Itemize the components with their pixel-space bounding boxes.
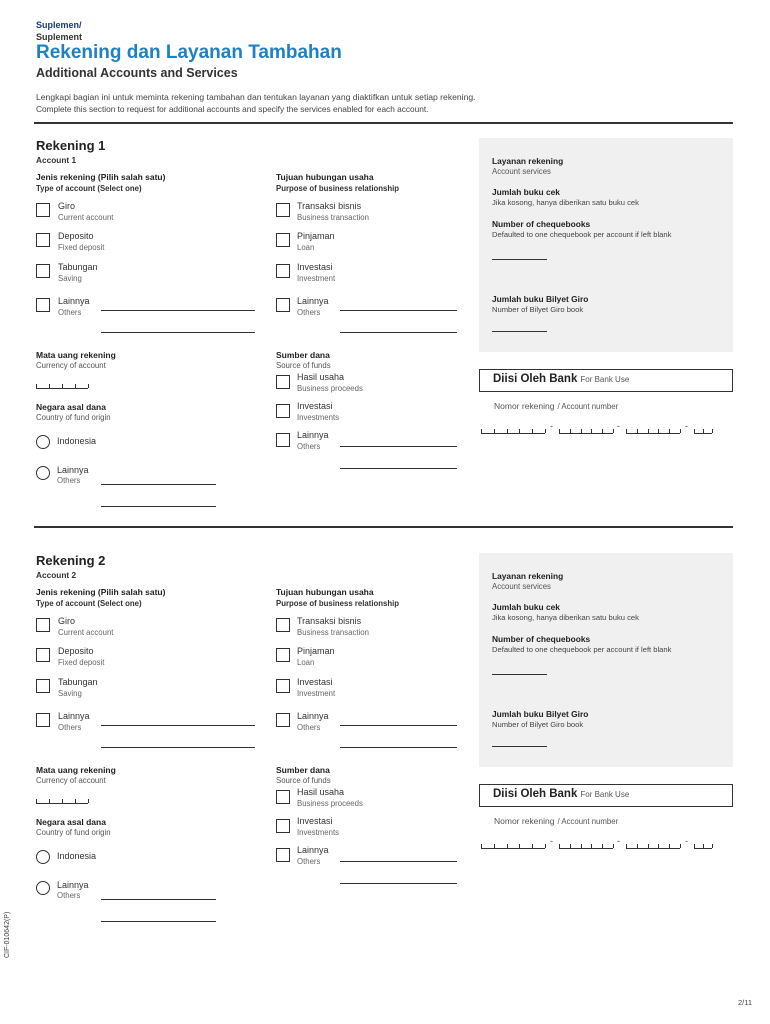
account-number-field-d-tick — [712, 844, 713, 848]
currency-label-en: Currency of account — [36, 361, 106, 370]
supplement-label: Suplemen/ — [36, 20, 82, 30]
origin-option-sublabel: Others — [57, 476, 81, 485]
account-number-field-tick — [507, 844, 508, 848]
bank-use-title-en: For Bank Use — [580, 375, 630, 384]
chequebook-note-en: Defaulted to one chequebook per account if left blank — [492, 645, 672, 654]
origin-label-en: Country of fund origin — [36, 828, 111, 837]
origin-other-line-1[interactable] — [101, 899, 216, 900]
source-checkbox-1[interactable] — [276, 790, 290, 804]
header-divider — [34, 122, 733, 124]
chequebook-note-en: Defaulted to one chequebook per account if left blank — [492, 230, 672, 239]
bank-use-title — [493, 373, 629, 385]
source-option-sublabel: Investments — [297, 828, 340, 837]
account-type-checkbox-4[interactable] — [36, 713, 50, 727]
purpose-label: Tujuan hubungan usaha — [276, 587, 374, 597]
purpose-option-label: Lainnya — [297, 296, 329, 306]
source-option-label: Investasi — [297, 816, 333, 826]
account-type-option-sublabel: Fixed deposit — [58, 658, 105, 667]
account-number-field-c-tick — [637, 844, 638, 848]
account-number-field-c-tick — [669, 844, 670, 848]
account-number-field-d-tick — [703, 844, 704, 848]
account-number-field-tick — [532, 844, 533, 848]
source-option-sublabel: Others — [297, 442, 321, 451]
account-number-label-en: / Account number — [557, 817, 619, 826]
account-number-label — [494, 816, 618, 826]
chequebook-count-field[interactable] — [492, 259, 547, 260]
account-number-dash: - — [685, 421, 688, 431]
account-number-field-c-tick — [626, 844, 627, 848]
purpose-option-label: Transaksi bisnis — [297, 616, 362, 626]
account-services-panel — [479, 138, 733, 352]
account-number-field-b-group-1[interactable] — [559, 427, 613, 434]
account-number-label-text: Nomor rekening — [494, 816, 555, 826]
source-label: Sumber dana — [276, 765, 330, 775]
page-number: 2/11 — [738, 998, 753, 1007]
account-number-label-en: / Account number — [557, 402, 619, 411]
chequebook-label-en: Number of chequebooks — [492, 219, 591, 229]
account-number-field-c-tick — [626, 429, 627, 433]
account-type-option-label: Tabungan — [58, 262, 98, 272]
purpose-checkbox-1[interactable] — [276, 203, 290, 217]
account-number-field-c-tick — [648, 429, 649, 433]
purpose-option-label: Investasi — [297, 262, 333, 272]
currency-label: Mata uang rekening — [36, 350, 116, 360]
section-divider — [34, 526, 733, 528]
source-label: Sumber dana — [276, 350, 330, 360]
account-number-field-b-tick — [591, 844, 592, 848]
account-number-field-tick — [494, 429, 495, 433]
source-option-sublabel: Business proceeds — [297, 384, 363, 393]
origin-label: Negara asal dana — [36, 402, 106, 412]
account-number-field-d-tick — [703, 429, 704, 433]
account-type-checkbox-4[interactable] — [36, 298, 50, 312]
purpose-checkbox-2[interactable] — [276, 648, 290, 662]
account-type-checkbox-1[interactable] — [36, 203, 50, 217]
page-title: Rekening dan Layanan Tambahan — [36, 42, 342, 63]
chequebook-note: Jika kosong, hanya diberikan satu buku cek — [492, 198, 639, 207]
account-number-field-b-tick — [602, 844, 603, 848]
currency-field-tick — [75, 384, 76, 388]
purpose-option-sublabel: Loan — [297, 658, 315, 667]
source-other-line-1[interactable] — [340, 446, 457, 447]
purpose-option-label: Lainnya — [297, 711, 329, 721]
account-number-field-c-tick — [637, 429, 638, 433]
giro-label-en: Number of Bilyet Giro book — [492, 305, 584, 314]
origin-option-label: Indonesia — [57, 851, 97, 861]
source-checkbox-3[interactable] — [276, 433, 290, 447]
page-title-en: Additional Accounts and Services — [36, 66, 238, 80]
account-number-field-c-tick — [658, 844, 659, 848]
purpose-option-sublabel: Investment — [297, 274, 336, 283]
giro-label: Jumlah buku Bilyet Giro — [492, 709, 589, 719]
purpose-checkbox-4[interactable] — [276, 713, 290, 727]
purpose-checkbox-1[interactable] — [276, 618, 290, 632]
source-option-label: Investasi — [297, 401, 333, 411]
source-checkbox-2[interactable] — [276, 819, 290, 833]
services-label-en: Account services — [492, 167, 551, 176]
account-type-option-sublabel: Fixed deposit — [58, 243, 105, 252]
origin-label-en: Country of fund origin — [36, 413, 111, 422]
account-section-1 — [0, 138, 770, 538]
account-type-option-label: Giro — [58, 201, 76, 211]
account-type-label: Jenis rekening (Pilih salah satu) — [36, 172, 166, 182]
account-number-field-b-tick — [591, 429, 592, 433]
account-number-field-tick — [519, 429, 520, 433]
account-services-panel — [479, 553, 733, 767]
account-type-other-line-1[interactable] — [101, 725, 255, 726]
source-checkbox-1[interactable] — [276, 375, 290, 389]
account-type-option-sublabel: Others — [58, 723, 82, 732]
account-number-field-b-tick — [581, 429, 582, 433]
intro-text: Lengkapi bagian ini untuk meminta rekening tambahan dan tentukan layanan yang diaktifkan untuk setiap rekening. — [36, 92, 476, 102]
bank-use-box — [479, 784, 733, 807]
giro-label-en: Number of Bilyet Giro book — [492, 720, 584, 729]
account-number-field-tick — [532, 429, 533, 433]
purpose-label: Tujuan hubungan usaha — [276, 172, 374, 182]
purpose-other-line-1[interactable] — [340, 725, 457, 726]
currency-field-tick — [49, 799, 50, 803]
bank-use-title-text: Diisi Oleh Bank — [493, 788, 578, 800]
account-number-dash: - — [617, 836, 620, 846]
account-type-checkbox-2[interactable] — [36, 648, 50, 662]
account-number-field-d-group-1[interactable] — [694, 427, 712, 434]
section-title: Rekening 2 — [36, 553, 106, 568]
account-number-field-d-tick — [712, 429, 713, 433]
form-code: CIF-010642(P) — [4, 911, 11, 958]
source-option-sublabel: Others — [297, 857, 321, 866]
bank-use-box — [479, 369, 733, 392]
account-number-label — [494, 401, 618, 411]
account-type-option-sublabel: Current account — [58, 628, 114, 637]
source-checkbox-2[interactable] — [276, 404, 290, 418]
currency-field-tick — [49, 384, 50, 388]
purpose-option-sublabel: Others — [297, 308, 321, 317]
currency-field-tick — [36, 384, 37, 388]
account-number-field-d-tick — [694, 429, 695, 433]
source-option-label: Lainnya — [297, 845, 329, 855]
account-number-field-b-tick — [581, 844, 582, 848]
account-type-option-label: Giro — [58, 616, 76, 626]
chequebook-note: Jika kosong, hanya diberikan satu buku cek — [492, 613, 639, 622]
account-number-field-b-tick — [570, 844, 571, 848]
purpose-label-en: Purpose of business relationship — [276, 184, 400, 193]
currency-field-tick — [62, 799, 63, 803]
account-number-field-d-group-1[interactable] — [694, 842, 712, 849]
currency-field-group-1[interactable] — [36, 382, 88, 389]
origin-radio-1[interactable] — [36, 850, 50, 864]
account-number-field-c-tick — [669, 429, 670, 433]
account-type-option-label: Lainnya — [58, 296, 90, 306]
account-type-label-en: Type of account (Select one) — [36, 184, 142, 193]
currency-field-tick — [88, 799, 89, 803]
account-number-field-b-tick — [559, 429, 560, 433]
account-number-dash: - — [550, 836, 553, 846]
purpose-option-sublabel: Others — [297, 723, 321, 732]
chequebook-label-en: Number of chequebooks — [492, 634, 591, 644]
chequebook-count-field[interactable] — [492, 674, 547, 675]
account-number-field-b-tick — [559, 844, 560, 848]
section-subtitle: Account 2 — [36, 570, 77, 580]
giro-label: Jumlah buku Bilyet Giro — [492, 294, 589, 304]
account-number-field-tick — [507, 429, 508, 433]
account-type-label-en: Type of account (Select one) — [36, 599, 142, 608]
account-number-field-group-1[interactable] — [481, 427, 545, 434]
source-option-sublabel: Investments — [297, 413, 340, 422]
currency-field-tick — [36, 799, 37, 803]
source-other-line-1[interactable] — [340, 861, 457, 862]
account-number-field-b-tick — [570, 429, 571, 433]
account-number-field-tick — [494, 844, 495, 848]
source-option-sublabel: Business proceeds — [297, 799, 363, 808]
account-number-field-tick — [519, 844, 520, 848]
account-type-checkbox-3[interactable] — [36, 679, 50, 693]
account-number-field-c-tick — [680, 429, 681, 433]
account-type-checkbox-2[interactable] — [36, 233, 50, 247]
origin-radio-2[interactable] — [36, 881, 50, 895]
chequebook-label: Jumlah buku cek — [492, 602, 560, 612]
services-label: Layanan rekening — [492, 571, 564, 581]
account-type-checkbox-1[interactable] — [36, 618, 50, 632]
purpose-option-label: Investasi — [297, 677, 333, 687]
intro-text-en: Complete this section to request for additional accounts and specify the services enabled for each account. — [36, 104, 429, 114]
purpose-label-en: Purpose of business relationship — [276, 599, 400, 608]
purpose-option-label: Pinjaman — [297, 231, 335, 241]
chequebook-label: Jumlah buku cek — [492, 187, 560, 197]
purpose-option-label: Transaksi bisnis — [297, 201, 362, 211]
bank-use-title — [493, 788, 629, 800]
services-label: Layanan rekening — [492, 156, 564, 166]
currency-field-tick — [88, 384, 89, 388]
supplement-label-en: Suplement — [36, 32, 83, 42]
purpose-checkbox-4[interactable] — [276, 298, 290, 312]
source-label-en: Source of funds — [276, 361, 331, 370]
origin-radio-1[interactable] — [36, 435, 50, 449]
currency-field-tick — [62, 384, 63, 388]
purpose-checkbox-2[interactable] — [276, 233, 290, 247]
account-type-option-sublabel: Saving — [58, 274, 82, 283]
account-number-dash: - — [685, 836, 688, 846]
account-number-field-tick — [481, 844, 482, 848]
purpose-option-sublabel: Loan — [297, 243, 315, 252]
account-type-option-label: Lainnya — [58, 711, 90, 721]
account-number-field-b-tick — [602, 429, 603, 433]
account-number-field-tick — [545, 429, 546, 433]
origin-option-sublabel: Others — [57, 891, 81, 900]
source-other-line-2[interactable] — [340, 883, 457, 884]
account-number-field-c-group-1[interactable] — [626, 842, 680, 849]
account-type-other-line-2[interactable] — [101, 332, 255, 333]
currency-label-en: Currency of account — [36, 776, 106, 785]
currency-field-tick — [75, 799, 76, 803]
purpose-option-sublabel: Business transaction — [297, 213, 369, 222]
account-type-option-label: Tabungan — [58, 677, 98, 687]
account-type-option-sublabel: Saving — [58, 689, 82, 698]
account-type-option-sublabel: Others — [58, 308, 82, 317]
giro-count-field[interactable] — [492, 746, 547, 747]
purpose-other-line-2[interactable] — [340, 332, 457, 333]
account-type-option-label: Deposito — [58, 231, 94, 241]
section-title: Rekening 1 — [36, 138, 106, 153]
account-number-field-b-group-1[interactable] — [559, 842, 613, 849]
account-section-2 — [0, 553, 770, 953]
account-number-field-c-tick — [658, 429, 659, 433]
source-checkbox-3[interactable] — [276, 848, 290, 862]
origin-other-line-2[interactable] — [101, 921, 216, 922]
origin-option-label: Indonesia — [57, 436, 97, 446]
account-number-field-c-tick — [648, 844, 649, 848]
source-label-en: Source of funds — [276, 776, 331, 785]
source-option-label: Lainnya — [297, 430, 329, 440]
purpose-other-line-2[interactable] — [340, 747, 457, 748]
account-number-field-tick — [545, 844, 546, 848]
account-type-other-line-2[interactable] — [101, 747, 255, 748]
services-label-en: Account services — [492, 582, 551, 591]
origin-option-label: Lainnya — [57, 465, 89, 475]
purpose-other-line-1[interactable] — [340, 310, 457, 311]
account-type-option-label: Deposito — [58, 646, 94, 656]
source-option-label: Hasil usaha — [297, 787, 345, 797]
account-number-field-d-tick — [694, 844, 695, 848]
account-type-option-sublabel: Current account — [58, 213, 114, 222]
currency-label: Mata uang rekening — [36, 765, 116, 775]
purpose-option-label: Pinjaman — [297, 646, 335, 656]
account-type-checkbox-3[interactable] — [36, 264, 50, 278]
purpose-option-sublabel: Business transaction — [297, 628, 369, 637]
account-type-label: Jenis rekening (Pilih salah satu) — [36, 587, 166, 597]
purpose-checkbox-3[interactable] — [276, 264, 290, 278]
account-number-dash: - — [617, 421, 620, 431]
origin-radio-2[interactable] — [36, 466, 50, 480]
account-type-other-line-1[interactable] — [101, 310, 255, 311]
origin-other-line-2[interactable] — [101, 506, 216, 507]
origin-label: Negara asal dana — [36, 817, 106, 827]
currency-field-group-1[interactable] — [36, 797, 88, 804]
bank-use-title-en: For Bank Use — [580, 790, 630, 799]
account-number-field-c-tick — [680, 844, 681, 848]
purpose-checkbox-3[interactable] — [276, 679, 290, 693]
account-number-dash: - — [550, 421, 553, 431]
source-other-line-2[interactable] — [340, 468, 457, 469]
giro-count-field[interactable] — [492, 331, 547, 332]
account-number-field-c-group-1[interactable] — [626, 427, 680, 434]
account-number-field-group-1[interactable] — [481, 842, 545, 849]
bank-use-title-text: Diisi Oleh Bank — [493, 373, 578, 385]
source-option-label: Hasil usaha — [297, 372, 345, 382]
account-number-field-tick — [481, 429, 482, 433]
section-subtitle: Account 1 — [36, 155, 77, 165]
origin-other-line-1[interactable] — [101, 484, 216, 485]
origin-option-label: Lainnya — [57, 880, 89, 890]
account-number-field-b-tick — [613, 844, 614, 848]
account-number-field-b-tick — [613, 429, 614, 433]
purpose-option-sublabel: Investment — [297, 689, 336, 698]
account-number-label-text: Nomor rekening — [494, 401, 555, 411]
